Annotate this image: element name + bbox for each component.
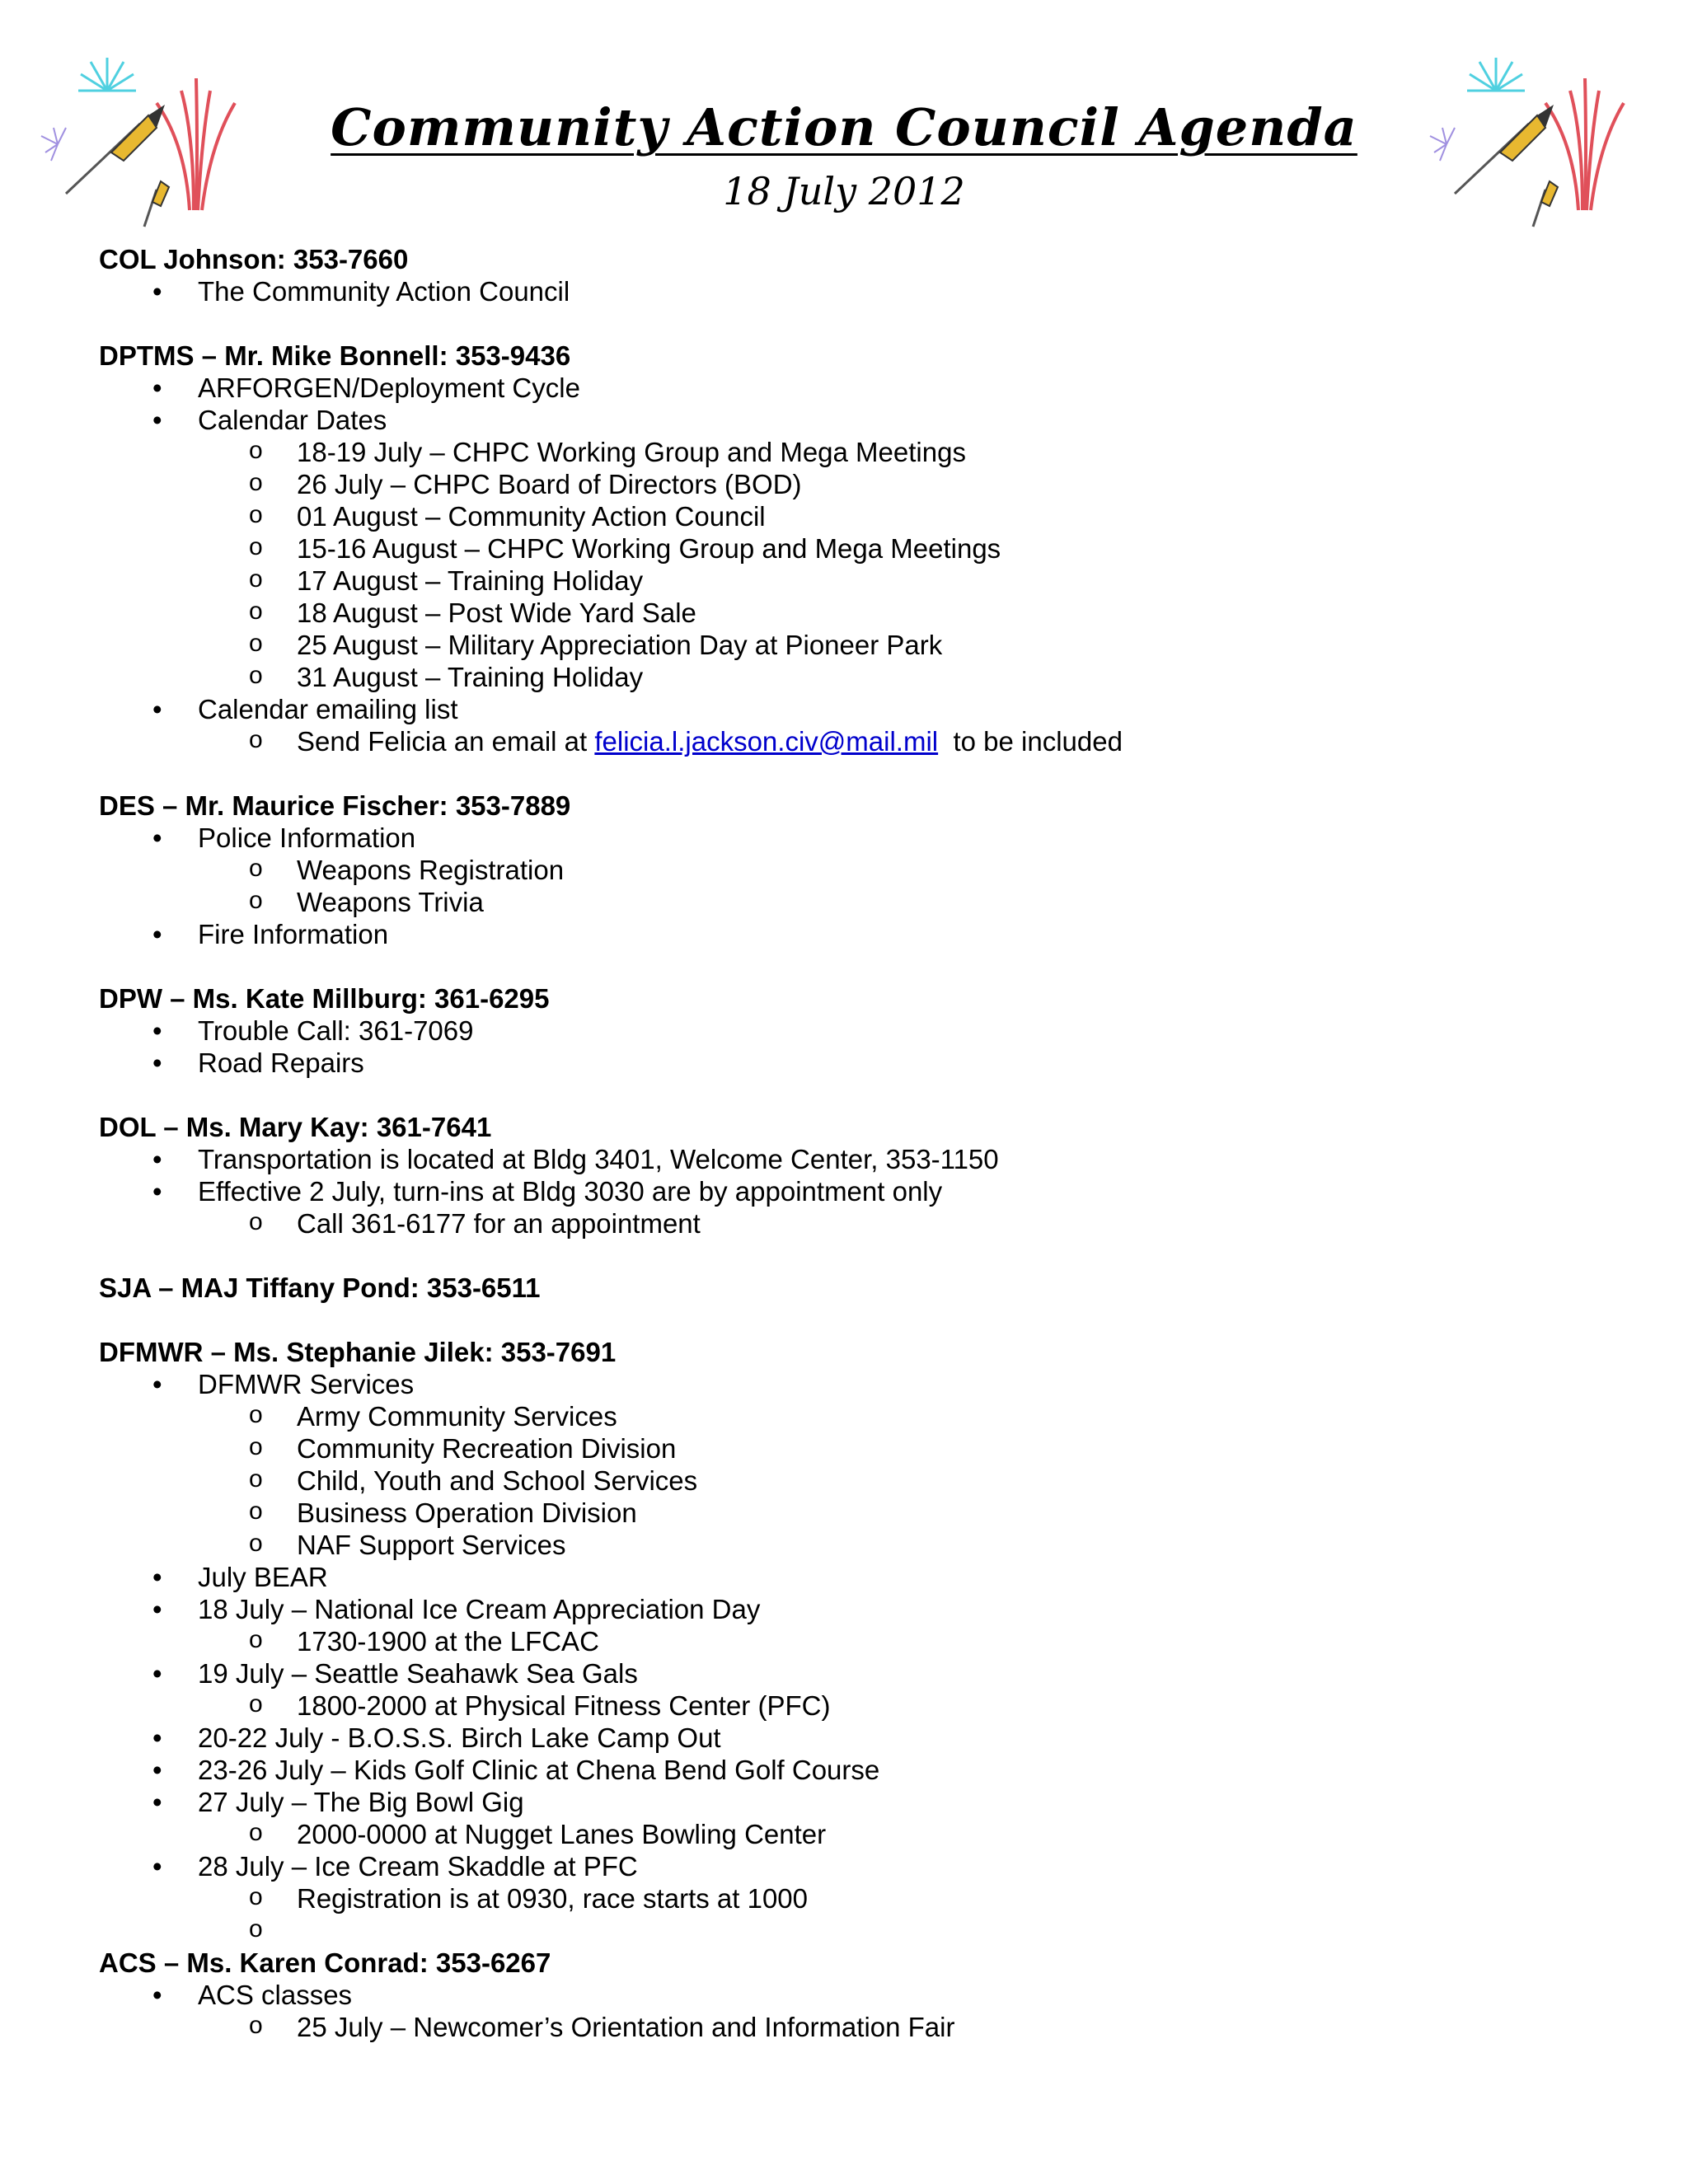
circle-bullet-icon: o xyxy=(249,726,263,753)
agenda-item xyxy=(99,1786,1599,1818)
bullet-icon: • xyxy=(152,1594,162,1624)
agenda-subitem xyxy=(99,1882,1599,1915)
agenda-subitem-text: Weapons Registration xyxy=(297,855,565,885)
agenda-subitem xyxy=(99,1529,1599,1561)
agenda-item-text: Effective 2 July, turn-ins at Bldg 3030 are by appointment only xyxy=(198,1176,943,1207)
agenda-subitem xyxy=(99,1497,1599,1529)
circle-bullet-icon: o xyxy=(249,501,263,528)
agenda-subitem xyxy=(99,436,1599,468)
agenda-subitem xyxy=(99,2011,1599,2043)
agenda-item xyxy=(99,693,1599,725)
bullet-icon: • xyxy=(152,405,162,435)
agenda-item xyxy=(99,372,1599,404)
firework-burst-icon xyxy=(78,58,136,91)
circle-bullet-icon: o xyxy=(249,855,263,882)
section-heading: ACS – Ms. Karen Conrad: 353-6267 xyxy=(99,1947,551,1978)
agenda-item-text: Police Information xyxy=(198,823,416,853)
agenda-item xyxy=(99,822,1599,854)
agenda-item xyxy=(99,1593,1599,1625)
circle-bullet-icon: o xyxy=(249,598,263,625)
circle-bullet-icon: o xyxy=(249,565,263,593)
agenda-subitem-text: 25 August – Military Appreciation Day at Pioneer Park xyxy=(297,630,943,660)
agenda-section xyxy=(99,1336,1599,1947)
circle-bullet-icon: o xyxy=(249,469,263,496)
document-date: 18 July 2012 xyxy=(723,169,965,213)
bullet-icon: • xyxy=(152,694,162,724)
agenda-subitem xyxy=(99,532,1599,565)
agenda-item-text: 19 July – Seattle Seahawk Sea Gals xyxy=(198,1658,638,1689)
agenda-item xyxy=(99,1722,1599,1754)
bullet-icon: • xyxy=(152,1980,162,2010)
agenda-subitem xyxy=(99,597,1599,629)
section-heading: SJA – MAJ Tiffany Pond: 353-6511 xyxy=(99,1272,541,1303)
agenda-item-text: Calendar Dates xyxy=(198,405,387,435)
agenda-subitem-text: 25 July – Newcomer’s Orientation and Information Fair xyxy=(297,2012,955,2042)
agenda-subitem-text: 1730-1900 at the LFCAC xyxy=(297,1626,599,1657)
circle-bullet-icon: o xyxy=(249,887,263,914)
agenda-item xyxy=(99,1561,1599,1593)
circle-bullet-icon: o xyxy=(249,662,263,689)
bullet-icon: • xyxy=(152,823,162,853)
agenda-section xyxy=(99,1947,1599,2043)
agenda-subitem-text: NAF Support Services xyxy=(297,1530,566,1560)
bullet-icon: • xyxy=(152,1144,162,1174)
circle-bullet-icon: o xyxy=(249,1433,263,1460)
bullet-icon: • xyxy=(152,1015,162,1046)
agenda-subitem xyxy=(99,1690,1599,1722)
circle-bullet-icon: o xyxy=(249,1819,263,1846)
agenda-item-text: 27 July – The Big Bowl Gig xyxy=(198,1787,524,1817)
document-title: Community Action Council Agenda xyxy=(331,97,1357,157)
agenda-item-text: ARFORGEN/Deployment Cycle xyxy=(198,373,580,403)
agenda-section xyxy=(99,243,1599,307)
agenda-subitem xyxy=(99,1625,1599,1657)
email-link[interactable]: felicia.l.jackson.civ@mail.mil xyxy=(594,726,939,757)
agenda-subitem xyxy=(99,1207,1599,1240)
agenda-section xyxy=(99,982,1599,1079)
circle-bullet-icon: o xyxy=(249,1208,263,1235)
agenda-content xyxy=(99,243,1599,2075)
agenda-subitem-text: Weapons Trivia xyxy=(297,887,484,917)
agenda-subitem xyxy=(99,661,1599,693)
agenda-subitem xyxy=(99,725,1599,757)
circle-bullet-icon: o xyxy=(249,1626,263,1653)
circle-bullet-icon: o xyxy=(249,1883,263,1910)
agenda-item-text: DFMWR Services xyxy=(198,1369,415,1399)
email-prefix-text: Send Felicia an email at xyxy=(297,726,595,757)
agenda-subitem xyxy=(99,1465,1599,1497)
bullet-icon: • xyxy=(152,1176,162,1207)
agenda-item xyxy=(99,1015,1599,1047)
agenda-subitem-text: Child, Youth and School Services xyxy=(297,1465,698,1496)
section-heading: DES – Mr. Maurice Fischer: 353-7889 xyxy=(99,790,571,821)
agenda-item-text: 20-22 July - B.O.S.S. Birch Lake Camp Out xyxy=(198,1722,721,1753)
section-heading: COL Johnson: 353-7660 xyxy=(99,244,409,274)
agenda-subitem-text: 01 August – Community Action Council xyxy=(297,501,766,532)
agenda-subitem-text: 1800-2000 at Physical Fitness Center (PFC) xyxy=(297,1690,831,1721)
agenda-subitem xyxy=(99,565,1599,597)
agenda-item-text: ACS classes xyxy=(198,1980,353,2010)
agenda-section xyxy=(99,340,1599,757)
agenda-subitem xyxy=(99,1432,1599,1465)
agenda-subitem-text: 26 July – CHPC Board of Directors (BOD) xyxy=(297,469,802,499)
agenda-subitem-text: Army Community Services xyxy=(297,1401,617,1432)
agenda-subitem xyxy=(99,854,1599,886)
agenda-item-text: 23-26 July – Kids Golf Clinic at Chena Bend Golf Course xyxy=(198,1755,880,1785)
circle-bullet-icon: o xyxy=(249,1497,263,1525)
agenda-subitem-text: Business Operation Division xyxy=(297,1497,637,1528)
agenda-section xyxy=(99,1272,1599,1304)
bullet-icon: • xyxy=(152,1047,162,1078)
circle-bullet-icon: o xyxy=(249,1690,263,1718)
agenda-item xyxy=(99,1979,1599,2011)
agenda-item xyxy=(99,1143,1599,1175)
agenda-subitem xyxy=(99,500,1599,532)
agenda-subitem xyxy=(99,1915,1599,1947)
circle-bullet-icon: o xyxy=(249,1530,263,1557)
circle-bullet-icon: o xyxy=(249,2012,263,2039)
section-heading: DPW – Ms. Kate Millburg: 361-6295 xyxy=(99,983,550,1014)
bullet-icon: • xyxy=(152,919,162,949)
agenda-subitem-text: 18-19 July – CHPC Working Group and Mega Meetings xyxy=(297,437,966,467)
agenda-item-text: 18 July – National Ice Cream Appreciation Day xyxy=(198,1594,761,1624)
circle-bullet-icon: o xyxy=(249,630,263,657)
agenda-item-text: Fire Information xyxy=(198,919,389,949)
bullet-icon: • xyxy=(152,276,162,307)
bullet-icon: • xyxy=(152,1562,162,1592)
agenda-subitem-text: 18 August – Post Wide Yard Sale xyxy=(297,598,696,628)
bullet-icon: • xyxy=(152,1658,162,1689)
agenda-subitem-text: 17 August – Training Holiday xyxy=(297,565,644,596)
agenda-subitem xyxy=(99,1400,1599,1432)
section-heading: DFMWR – Ms. Stephanie Jilek: 353-7691 xyxy=(99,1337,617,1367)
agenda-item-text: 28 July – Ice Cream Skaddle at PFC xyxy=(198,1851,638,1882)
agenda-item xyxy=(99,275,1599,307)
section-heading: DOL – Ms. Mary Kay: 361-7641 xyxy=(99,1112,492,1142)
bullet-icon: • xyxy=(152,1369,162,1399)
agenda-subitem xyxy=(99,1818,1599,1850)
agenda-item xyxy=(99,404,1599,436)
bullet-icon: • xyxy=(152,1787,162,1817)
agenda-item-text: Transportation is located at Bldg 3401, Welcome Center, 353-1150 xyxy=(198,1144,999,1174)
agenda-subitem-text: Community Recreation Division xyxy=(297,1433,677,1464)
agenda-item-text: July BEAR xyxy=(198,1562,328,1592)
section-heading: DPTMS – Mr. Mike Bonnell: 353-9436 xyxy=(99,340,571,371)
circle-bullet-icon: o xyxy=(249,1401,263,1428)
circle-bullet-icon: o xyxy=(249,437,263,464)
agenda-item xyxy=(99,918,1599,950)
bullet-icon: • xyxy=(152,1722,162,1753)
agenda-subitem-text: Registration is at 0930, race starts at 1000 xyxy=(297,1883,809,1914)
bullet-icon: • xyxy=(152,1851,162,1882)
agenda-item-text: The Community Action Council xyxy=(198,276,570,307)
agenda-item-text: Road Repairs xyxy=(198,1047,364,1078)
agenda-item xyxy=(99,1047,1599,1079)
circle-bullet-icon: o xyxy=(249,1915,263,1943)
agenda-subitem-text: 2000-0000 at Nugget Lanes Bowling Center xyxy=(297,1819,827,1849)
bullet-icon: • xyxy=(152,373,162,403)
agenda-subitem xyxy=(99,629,1599,661)
agenda-item xyxy=(99,1850,1599,1882)
circle-bullet-icon: o xyxy=(249,1465,263,1493)
email-suffix-text: to be included xyxy=(938,726,1123,757)
agenda-item xyxy=(99,1368,1599,1400)
agenda-item-text: Calendar emailing list xyxy=(198,694,458,724)
agenda-item xyxy=(99,1657,1599,1690)
agenda-item xyxy=(99,1754,1599,1786)
circle-bullet-icon: o xyxy=(249,533,263,560)
firework-burst-icon xyxy=(1467,58,1525,91)
agenda-section xyxy=(99,1111,1599,1240)
agenda-subitem xyxy=(99,886,1599,918)
agenda-subitem-text: 31 August – Training Holiday xyxy=(297,662,644,692)
agenda-item xyxy=(99,1175,1599,1207)
agenda-item-text: Trouble Call: 361-7069 xyxy=(198,1015,474,1046)
agenda-subitem-text: 15-16 August – CHPC Working Group and Mega Meetings xyxy=(297,533,1001,564)
agenda-subitem-text: Call 361-6177 for an appointment xyxy=(297,1208,701,1239)
bullet-icon: • xyxy=(152,1755,162,1785)
agenda-section xyxy=(99,790,1599,950)
agenda-subitem xyxy=(99,468,1599,500)
